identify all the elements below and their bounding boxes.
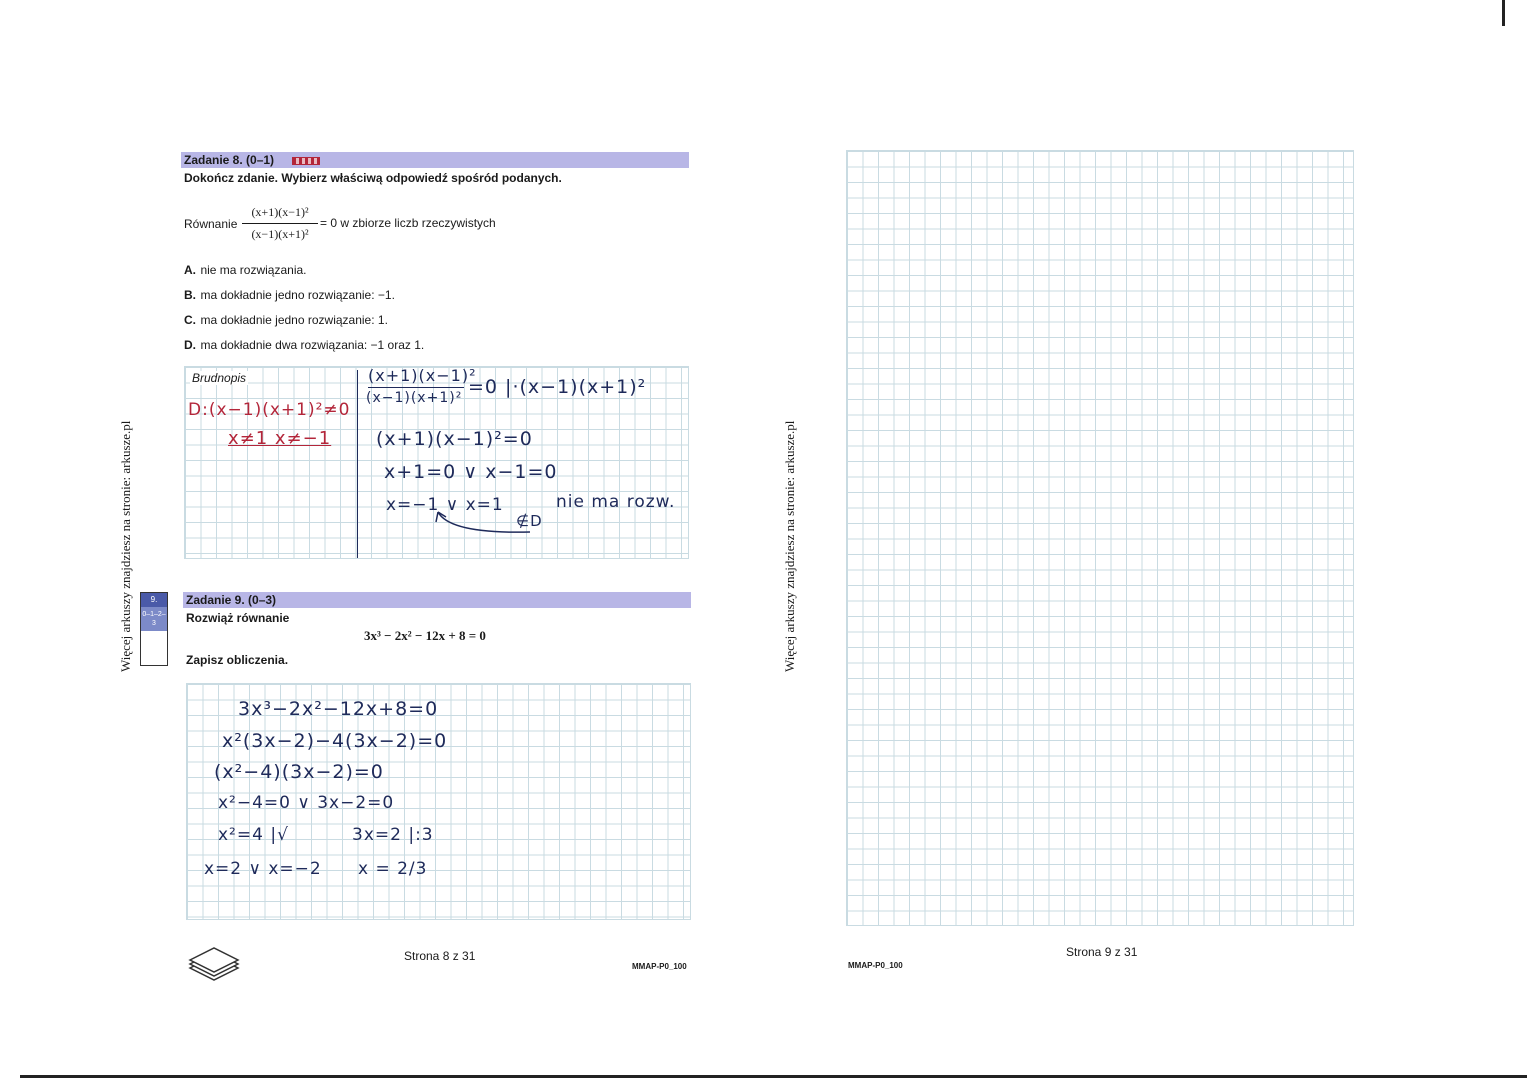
hw8-domain: D:(x−1)(x+1)²≠0 bbox=[188, 400, 351, 420]
score-box-points: 0–1–2–3 bbox=[141, 607, 167, 631]
hw8-line4: x=−1 ∨ x=1 bbox=[386, 495, 504, 515]
hw9-line7: x=2 ∨ x=−2 bbox=[204, 859, 322, 879]
task9-header: Zadanie 9. (0–3) bbox=[186, 593, 277, 607]
scan-edge-mark bbox=[1502, 0, 1505, 26]
task8-scratch-label: Brudnopis bbox=[192, 371, 247, 385]
left-page-code: MMAP-P0_100 bbox=[632, 962, 687, 971]
cke-logo-icon bbox=[186, 946, 242, 982]
left-page-number: Strona 8 z 31 bbox=[404, 949, 476, 963]
right-page-code: MMAP-P0_100 bbox=[848, 961, 903, 970]
hw9-line6: 3x=2 |:3 bbox=[352, 825, 434, 845]
hw8-line1-num: (x+1)(x−1)² bbox=[368, 366, 477, 385]
task8-instruction: Dokończ zdanie. Wybierz właściwą odpowiedź spośród podanych. bbox=[184, 171, 562, 185]
task8-denominator: (x−1)(x+1)² bbox=[251, 227, 309, 241]
hw9-line3: (x²−4)(3x−2)=0 bbox=[214, 761, 384, 783]
hw8-note: nie ma rozw. bbox=[556, 492, 676, 512]
hw9-line8: x = 2/3 bbox=[358, 859, 428, 879]
task8-option-a[interactable]: A. nie ma rozwiązania. bbox=[184, 263, 307, 277]
hw8-line1-den: (x−1)(x+1)² bbox=[366, 390, 463, 406]
task8-equation-suffix: = 0 w zbiorze liczb rzeczywistych bbox=[320, 216, 496, 230]
hw8-line1-bar bbox=[368, 387, 464, 388]
task9-instruction: Rozwiąż równanie bbox=[186, 611, 290, 625]
hw8-domain2: x≠1 x≠−1 bbox=[228, 428, 332, 449]
task8-header-marker bbox=[292, 157, 320, 165]
task8-numerator: (x+1)(x−1)² bbox=[251, 205, 309, 219]
hw9-line5: x²=4 |√ bbox=[218, 825, 289, 845]
hw9-line1: 3x³−2x²−12x+8=0 bbox=[238, 698, 439, 720]
task9-note: Zapisz obliczenia. bbox=[186, 653, 289, 667]
task8-option-d[interactable]: D. ma dokładnie dwa rozwiązania: −1 oraz 1. bbox=[184, 338, 425, 352]
task8-header: Zadanie 8. (0–1) bbox=[184, 153, 275, 167]
scan-edge-line bbox=[20, 1075, 1527, 1078]
hw8-note2: ∉D bbox=[516, 512, 543, 530]
right-page-number: Strona 9 z 31 bbox=[1066, 945, 1138, 959]
left-side-text: Więcej arkuszy znajdziesz na stronie: arkusze.pl bbox=[118, 420, 133, 672]
scratch-divider bbox=[357, 370, 358, 558]
hw8-arrow bbox=[430, 508, 540, 538]
hw9-line2: x²(3x−2)−4(3x−2)=0 bbox=[222, 730, 448, 752]
hw9-line4: x²−4=0 ∨ 3x−2=0 bbox=[218, 793, 395, 813]
hw8-line3: x+1=0 ∨ x−1=0 bbox=[384, 461, 558, 483]
hw8-line1-rest: =0 |·(x−1)(x+1)² bbox=[468, 376, 647, 398]
right-side-text: Więcej arkuszy znajdziesz na stronie: arkusze.pl bbox=[782, 420, 797, 672]
task9-score-box bbox=[140, 592, 168, 666]
task8-equation-prefix: Równanie bbox=[184, 217, 238, 231]
task8-fraction-line bbox=[242, 223, 318, 224]
hw8-line2: (x+1)(x−1)²=0 bbox=[376, 428, 533, 450]
right-page-grid[interactable] bbox=[846, 150, 1354, 926]
task9-equation: 3x³ − 2x² − 12x + 8 = 0 bbox=[364, 628, 486, 643]
score-box-number: 9. bbox=[141, 593, 167, 607]
task8-option-b[interactable]: B. ma dokładnie jedno rozwiązanie: −1. bbox=[184, 288, 395, 302]
task8-option-c[interactable]: C. ma dokładnie jedno rozwiązanie: 1. bbox=[184, 313, 388, 327]
